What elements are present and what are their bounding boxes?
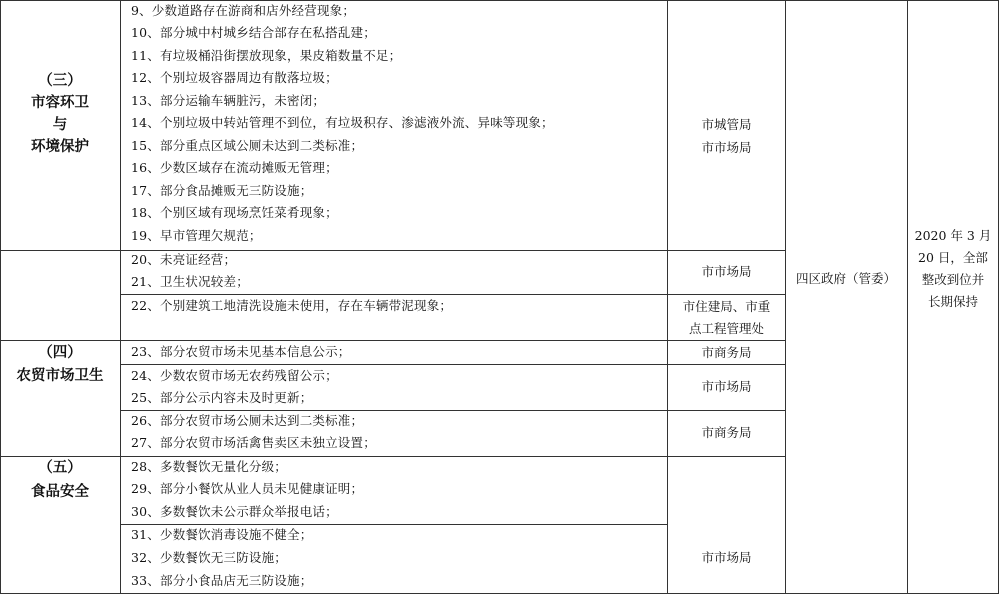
item-23: 23、部分农贸市场未见基本信息公示； — [131, 344, 351, 359]
item-16: 16、少数区域存在流动摊贩无管理； — [131, 160, 338, 175]
item-22: 22、个别建筑工地清洗设施未使用，存在车辆带泥现象； — [131, 298, 453, 313]
item-10: 10、部分城中村城乡结合部存在私搭乱建； — [131, 25, 376, 40]
category-3-number: （三） — [38, 72, 82, 89]
category-3-title-line2: 与 — [52, 116, 68, 133]
dept-commerce-bureau: 市商务局 — [701, 425, 752, 440]
item-13: 13、部分运输车辆脏污，未密闭； — [131, 93, 326, 108]
row-divider — [668, 250, 786, 251]
deadline-line3: 整改到位并 — [921, 272, 985, 287]
category-3-title-line1: 市容环卫 — [31, 94, 89, 111]
item-12: 12、个别垃圾容器周边有散落垃圾； — [131, 70, 338, 85]
category-4-title: 农贸市场卫生 — [16, 367, 104, 384]
dept-commerce-bureau: 市商务局 — [701, 345, 752, 360]
category-5-number: （五） — [38, 459, 82, 476]
row-divider — [0, 340, 786, 341]
item-21: 21、卫生状况较差； — [131, 274, 249, 289]
category-5-title: 食品安全 — [31, 483, 89, 500]
dept-market-bureau: 市市场局 — [701, 264, 752, 279]
dept-city-management: 市城管局 — [701, 117, 752, 132]
category-3-title-line3: 环境保护 — [31, 138, 89, 155]
item-31: 31、少数餐饮消毒设施不健全； — [131, 527, 313, 542]
dept-key-projects: 点工程管理处 — [688, 321, 764, 336]
col-divider-category — [120, 0, 121, 594]
item-24: 24、少数农贸市场无农药残留公示； — [131, 368, 338, 383]
row-divider — [0, 250, 668, 251]
dept-housing-construction: 市住建局、市重 — [682, 299, 771, 314]
dept-market-bureau: 市市场局 — [701, 140, 752, 155]
item-18: 18、个别区域有现场烹饪菜肴现象； — [131, 205, 338, 220]
item-30: 30、多数餐饮未公示群众举报电话； — [131, 504, 338, 519]
item-11: 11、有垃圾桶沿街摆放现象，果皮箱数量不足； — [131, 48, 402, 63]
item-27: 27、部分农贸市场活禽售卖区未独立设置； — [131, 435, 376, 450]
responsible-unit: 四区政府（管委） — [795, 271, 896, 286]
deadline-line1: 2020 年 3 月 — [914, 228, 992, 243]
item-17: 17、部分食品摊贩无三防设施； — [131, 183, 313, 198]
item-26: 26、部分农贸市场公厕未达到二类标准； — [131, 413, 364, 428]
category-4-number: （四） — [38, 344, 82, 361]
item-32: 32、少数餐饮无三防设施； — [131, 550, 288, 565]
item-25: 25、部分公示内容未及时更新； — [131, 390, 313, 405]
item-19: 19、早市管理欠规范； — [131, 228, 262, 243]
deadline-line2: 20 日，全部 — [918, 250, 988, 265]
dept-market-bureau: 市市场局 — [701, 379, 752, 394]
item-15: 15、部分重点区域公厕未达到二类标准； — [131, 138, 364, 153]
item-9: 9、少数道路存在游商和店外经营现象； — [131, 3, 356, 18]
dept-market-bureau: 市市场局 — [701, 550, 752, 565]
col-divider-dept — [785, 0, 786, 594]
item-14: 14、个别垃圾中转站管理不到位，有垃圾积存、渗滤液外流、异味等现象； — [131, 115, 554, 130]
item-20: 20、未亮证经营； — [131, 252, 237, 267]
item-29: 29、部分小餐饮从业人员未见健康证明； — [131, 481, 364, 496]
table-border-right — [998, 0, 999, 594]
deadline-line4: 长期保持 — [927, 294, 978, 309]
item-28: 28、多数餐饮无量化分级； — [131, 459, 288, 474]
item-33: 33、部分小食品店无三防设施； — [131, 573, 313, 588]
